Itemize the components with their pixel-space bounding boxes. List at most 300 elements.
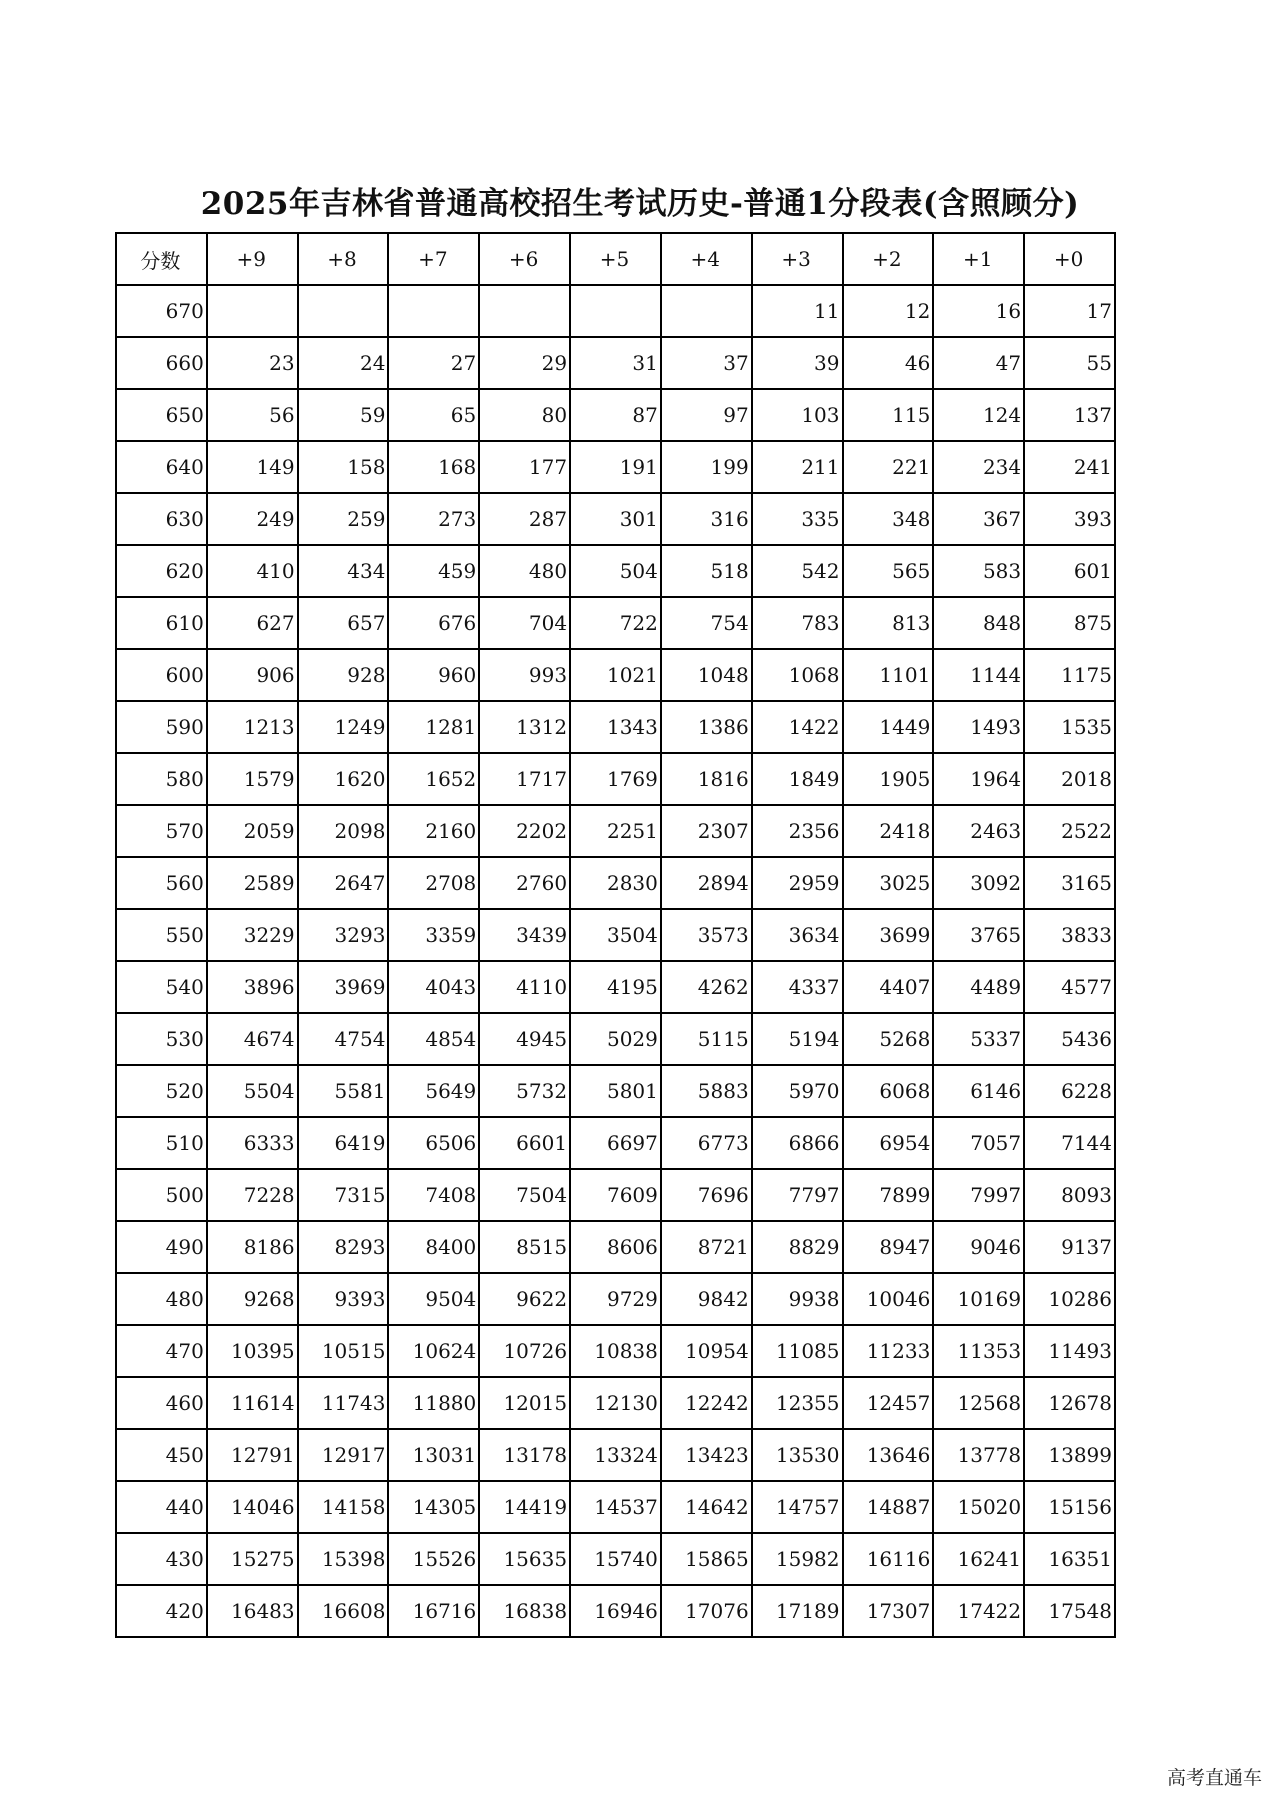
cumulative-count-cell: 2760 bbox=[479, 857, 570, 909]
table-row bbox=[116, 1429, 1115, 1481]
cumulative-count-cell: 3025 bbox=[843, 857, 934, 909]
cumulative-count-cell: 87 bbox=[570, 389, 661, 441]
cumulative-count-cell: 137 bbox=[1024, 389, 1115, 441]
table-row bbox=[116, 857, 1115, 909]
cumulative-count-cell: 11 bbox=[752, 285, 843, 337]
cumulative-count-cell: 124 bbox=[933, 389, 1024, 441]
cumulative-count-cell: 6419 bbox=[298, 1117, 389, 1169]
cumulative-count-cell: 12568 bbox=[933, 1377, 1024, 1429]
cumulative-count-cell: 813 bbox=[843, 597, 934, 649]
header-cell-offset: +6 bbox=[479, 233, 570, 285]
cumulative-count-cell bbox=[661, 285, 752, 337]
cumulative-count-cell: 9504 bbox=[388, 1273, 479, 1325]
cumulative-count-cell: 1343 bbox=[570, 701, 661, 753]
cumulative-count-cell: 1717 bbox=[479, 753, 570, 805]
cumulative-count-cell: 11353 bbox=[933, 1325, 1024, 1377]
cumulative-count-cell: 9268 bbox=[207, 1273, 298, 1325]
table-row bbox=[116, 1065, 1115, 1117]
cumulative-count-cell: 6866 bbox=[752, 1117, 843, 1169]
cumulative-count-cell: 14419 bbox=[479, 1481, 570, 1533]
score-cell: 470 bbox=[116, 1325, 207, 1377]
cumulative-count-cell: 754 bbox=[661, 597, 752, 649]
cumulative-count-cell: 59 bbox=[298, 389, 389, 441]
cumulative-count-cell: 12678 bbox=[1024, 1377, 1115, 1429]
cumulative-count-cell: 5649 bbox=[388, 1065, 479, 1117]
cumulative-count-cell: 1213 bbox=[207, 701, 298, 753]
cumulative-count-cell: 2059 bbox=[207, 805, 298, 857]
cumulative-count-cell: 6068 bbox=[843, 1065, 934, 1117]
table-row bbox=[116, 1273, 1115, 1325]
table-row bbox=[116, 285, 1115, 337]
cumulative-count-cell: 17076 bbox=[661, 1585, 752, 1637]
cumulative-count-cell: 7997 bbox=[933, 1169, 1024, 1221]
cumulative-count-cell: 287 bbox=[479, 493, 570, 545]
cumulative-count-cell: 9842 bbox=[661, 1273, 752, 1325]
cumulative-count-cell: 5115 bbox=[661, 1013, 752, 1065]
table-row bbox=[116, 493, 1115, 545]
cumulative-count-cell: 168 bbox=[388, 441, 479, 493]
cumulative-count-cell: 5029 bbox=[570, 1013, 661, 1065]
cumulative-count-cell: 27 bbox=[388, 337, 479, 389]
cumulative-count-cell: 47 bbox=[933, 337, 1024, 389]
score-cell: 580 bbox=[116, 753, 207, 805]
cumulative-count-cell: 12242 bbox=[661, 1377, 752, 1429]
cumulative-count-cell: 2589 bbox=[207, 857, 298, 909]
cumulative-count-cell: 8515 bbox=[479, 1221, 570, 1273]
cumulative-count-cell: 17548 bbox=[1024, 1585, 1115, 1637]
cumulative-count-cell: 1281 bbox=[388, 701, 479, 753]
table-row bbox=[116, 1117, 1115, 1169]
cumulative-count-cell: 1449 bbox=[843, 701, 934, 753]
cumulative-count-cell: 2251 bbox=[570, 805, 661, 857]
cumulative-count-cell: 5194 bbox=[752, 1013, 843, 1065]
cumulative-count-cell: 17189 bbox=[752, 1585, 843, 1637]
cumulative-count-cell: 46 bbox=[843, 337, 934, 389]
cumulative-count-cell: 177 bbox=[479, 441, 570, 493]
header-cell-offset: +7 bbox=[388, 233, 479, 285]
cumulative-count-cell: 39 bbox=[752, 337, 843, 389]
cumulative-count-cell: 13324 bbox=[570, 1429, 661, 1481]
score-cell: 620 bbox=[116, 545, 207, 597]
cumulative-count-cell: 1493 bbox=[933, 701, 1024, 753]
watermark-text: 高考直通车 bbox=[1166, 1767, 1262, 1789]
cumulative-count-cell: 1849 bbox=[752, 753, 843, 805]
cumulative-count-cell: 16241 bbox=[933, 1533, 1024, 1585]
table-row bbox=[116, 753, 1115, 805]
cumulative-count-cell: 9729 bbox=[570, 1273, 661, 1325]
cumulative-count-cell: 13778 bbox=[933, 1429, 1024, 1481]
cumulative-count-cell: 15020 bbox=[933, 1481, 1024, 1533]
cumulative-count-cell: 393 bbox=[1024, 493, 1115, 545]
cumulative-count-cell: 542 bbox=[752, 545, 843, 597]
cumulative-count-cell: 4043 bbox=[388, 961, 479, 1013]
cumulative-count-cell: 221 bbox=[843, 441, 934, 493]
table-row bbox=[116, 909, 1115, 961]
cumulative-count-cell: 37 bbox=[661, 337, 752, 389]
cumulative-count-cell: 12130 bbox=[570, 1377, 661, 1429]
cumulative-count-cell: 97 bbox=[661, 389, 752, 441]
cumulative-count-cell: 10286 bbox=[1024, 1273, 1115, 1325]
cumulative-count-cell: 5436 bbox=[1024, 1013, 1115, 1065]
table-row bbox=[116, 1169, 1115, 1221]
cumulative-count-cell: 17307 bbox=[843, 1585, 934, 1637]
cumulative-count-cell: 565 bbox=[843, 545, 934, 597]
cumulative-count-cell: 9622 bbox=[479, 1273, 570, 1325]
cumulative-count-cell: 103 bbox=[752, 389, 843, 441]
score-cell: 600 bbox=[116, 649, 207, 701]
cumulative-count-cell: 158 bbox=[298, 441, 389, 493]
table-row bbox=[116, 961, 1115, 1013]
cumulative-count-cell bbox=[388, 285, 479, 337]
cumulative-count-cell: 14537 bbox=[570, 1481, 661, 1533]
cumulative-count-cell: 16483 bbox=[207, 1585, 298, 1637]
cumulative-count-cell: 199 bbox=[661, 441, 752, 493]
cumulative-count-cell: 10515 bbox=[298, 1325, 389, 1377]
cumulative-count-cell: 657 bbox=[298, 597, 389, 649]
cumulative-count-cell: 6601 bbox=[479, 1117, 570, 1169]
cumulative-count-cell: 12355 bbox=[752, 1377, 843, 1429]
cumulative-count-cell: 13646 bbox=[843, 1429, 934, 1481]
cumulative-count-cell: 2894 bbox=[661, 857, 752, 909]
cumulative-count-cell: 1905 bbox=[843, 753, 934, 805]
score-cell: 460 bbox=[116, 1377, 207, 1429]
cumulative-count-cell: 1101 bbox=[843, 649, 934, 701]
cumulative-count-cell: 5268 bbox=[843, 1013, 934, 1065]
cumulative-count-cell: 14887 bbox=[843, 1481, 934, 1533]
table-row bbox=[116, 1377, 1115, 1429]
cumulative-count-cell: 9046 bbox=[933, 1221, 1024, 1273]
cumulative-count-cell: 191 bbox=[570, 441, 661, 493]
table-row bbox=[116, 441, 1115, 493]
cumulative-count-cell: 6697 bbox=[570, 1117, 661, 1169]
cumulative-count-cell: 4489 bbox=[933, 961, 1024, 1013]
score-cell: 640 bbox=[116, 441, 207, 493]
cumulative-count-cell: 1312 bbox=[479, 701, 570, 753]
cumulative-count-cell: 23 bbox=[207, 337, 298, 389]
header-cell-offset: +3 bbox=[752, 233, 843, 285]
cumulative-count-cell: 10838 bbox=[570, 1325, 661, 1377]
cumulative-count-cell: 2307 bbox=[661, 805, 752, 857]
score-cell: 420 bbox=[116, 1585, 207, 1637]
cumulative-count-cell: 2522 bbox=[1024, 805, 1115, 857]
cumulative-count-cell: 3634 bbox=[752, 909, 843, 961]
cumulative-count-cell: 848 bbox=[933, 597, 1024, 649]
cumulative-count-cell: 7504 bbox=[479, 1169, 570, 1221]
cumulative-count-cell: 348 bbox=[843, 493, 934, 545]
cumulative-count-cell: 10624 bbox=[388, 1325, 479, 1377]
score-cell: 450 bbox=[116, 1429, 207, 1481]
cumulative-count-cell: 56 bbox=[207, 389, 298, 441]
cumulative-count-cell: 3165 bbox=[1024, 857, 1115, 909]
cumulative-count-cell: 8400 bbox=[388, 1221, 479, 1273]
cumulative-count-cell: 13423 bbox=[661, 1429, 752, 1481]
cumulative-count-cell: 11743 bbox=[298, 1377, 389, 1429]
cumulative-count-cell: 8829 bbox=[752, 1221, 843, 1273]
cumulative-count-cell: 928 bbox=[298, 649, 389, 701]
cumulative-count-cell: 4577 bbox=[1024, 961, 1115, 1013]
cumulative-count-cell: 241 bbox=[1024, 441, 1115, 493]
cumulative-count-cell: 5337 bbox=[933, 1013, 1024, 1065]
cumulative-count-cell: 9137 bbox=[1024, 1221, 1115, 1273]
cumulative-count-cell: 7797 bbox=[752, 1169, 843, 1221]
page-title: 2025年吉林省普通高校招生考试历史-普通1分段表(含照顾分) bbox=[200, 186, 1080, 222]
cumulative-count-cell: 1144 bbox=[933, 649, 1024, 701]
cumulative-count-cell: 55 bbox=[1024, 337, 1115, 389]
cumulative-count-cell bbox=[298, 285, 389, 337]
cumulative-count-cell: 13899 bbox=[1024, 1429, 1115, 1481]
cumulative-count-cell: 31 bbox=[570, 337, 661, 389]
cumulative-count-cell: 3504 bbox=[570, 909, 661, 961]
cumulative-count-cell: 8721 bbox=[661, 1221, 752, 1273]
cumulative-count-cell: 17422 bbox=[933, 1585, 1024, 1637]
cumulative-count-cell: 8186 bbox=[207, 1221, 298, 1273]
cumulative-count-cell: 2959 bbox=[752, 857, 843, 909]
cumulative-count-cell: 11233 bbox=[843, 1325, 934, 1377]
cumulative-count-cell: 1535 bbox=[1024, 701, 1115, 753]
score-cell: 630 bbox=[116, 493, 207, 545]
cumulative-count-cell: 12457 bbox=[843, 1377, 934, 1429]
header-cell-score: 分数 bbox=[116, 233, 207, 285]
cumulative-count-cell: 7057 bbox=[933, 1117, 1024, 1169]
table-row bbox=[116, 597, 1115, 649]
cumulative-count-cell: 273 bbox=[388, 493, 479, 545]
cumulative-count-cell: 16351 bbox=[1024, 1533, 1115, 1585]
cumulative-count-cell: 583 bbox=[933, 545, 1024, 597]
cumulative-count-cell: 8606 bbox=[570, 1221, 661, 1273]
score-cell: 610 bbox=[116, 597, 207, 649]
cumulative-count-cell: 10169 bbox=[933, 1273, 1024, 1325]
cumulative-count-cell: 722 bbox=[570, 597, 661, 649]
cumulative-count-cell: 4407 bbox=[843, 961, 934, 1013]
cumulative-count-cell: 627 bbox=[207, 597, 298, 649]
cumulative-count-cell: 518 bbox=[661, 545, 752, 597]
cumulative-count-cell: 14642 bbox=[661, 1481, 752, 1533]
cumulative-count-cell: 3969 bbox=[298, 961, 389, 1013]
cumulative-count-cell: 9393 bbox=[298, 1273, 389, 1325]
cumulative-count-cell: 14158 bbox=[298, 1481, 389, 1533]
cumulative-count-cell: 10046 bbox=[843, 1273, 934, 1325]
cumulative-count-cell: 6333 bbox=[207, 1117, 298, 1169]
header-row bbox=[116, 233, 1115, 285]
cumulative-count-cell: 2098 bbox=[298, 805, 389, 857]
cumulative-count-cell: 16 bbox=[933, 285, 1024, 337]
cumulative-count-cell: 11493 bbox=[1024, 1325, 1115, 1377]
cumulative-count-cell: 12 bbox=[843, 285, 934, 337]
cumulative-count-cell: 434 bbox=[298, 545, 389, 597]
cumulative-count-cell: 459 bbox=[388, 545, 479, 597]
cumulative-count-cell: 410 bbox=[207, 545, 298, 597]
cumulative-count-cell: 6506 bbox=[388, 1117, 479, 1169]
cumulative-count-cell: 234 bbox=[933, 441, 1024, 493]
cumulative-count-cell: 5732 bbox=[479, 1065, 570, 1117]
cumulative-count-cell: 2830 bbox=[570, 857, 661, 909]
table-row bbox=[116, 805, 1115, 857]
cumulative-count-cell: 15275 bbox=[207, 1533, 298, 1585]
cumulative-count-cell: 2708 bbox=[388, 857, 479, 909]
cumulative-count-cell: 4337 bbox=[752, 961, 843, 1013]
cumulative-count-cell: 601 bbox=[1024, 545, 1115, 597]
score-cell: 560 bbox=[116, 857, 207, 909]
cumulative-count-cell: 15526 bbox=[388, 1533, 479, 1585]
cumulative-count-cell bbox=[570, 285, 661, 337]
table-row bbox=[116, 649, 1115, 701]
cumulative-count-cell: 16116 bbox=[843, 1533, 934, 1585]
score-cell: 500 bbox=[116, 1169, 207, 1221]
table-row bbox=[116, 545, 1115, 597]
score-cell: 540 bbox=[116, 961, 207, 1013]
cumulative-count-cell: 1652 bbox=[388, 753, 479, 805]
cumulative-count-cell: 367 bbox=[933, 493, 1024, 545]
cumulative-count-cell: 29 bbox=[479, 337, 570, 389]
cumulative-count-cell: 1048 bbox=[661, 649, 752, 701]
cumulative-count-cell: 2418 bbox=[843, 805, 934, 857]
cumulative-count-cell: 1386 bbox=[661, 701, 752, 753]
cumulative-count-cell: 2202 bbox=[479, 805, 570, 857]
cumulative-count-cell: 4674 bbox=[207, 1013, 298, 1065]
cumulative-count-cell: 676 bbox=[388, 597, 479, 649]
cumulative-count-cell: 1175 bbox=[1024, 649, 1115, 701]
cumulative-count-cell: 65 bbox=[388, 389, 479, 441]
cumulative-count-cell: 2647 bbox=[298, 857, 389, 909]
cumulative-count-cell: 8093 bbox=[1024, 1169, 1115, 1221]
table-row bbox=[116, 1221, 1115, 1273]
cumulative-count-cell: 149 bbox=[207, 441, 298, 493]
cumulative-count-cell: 783 bbox=[752, 597, 843, 649]
cumulative-count-cell: 3092 bbox=[933, 857, 1024, 909]
table-row bbox=[116, 701, 1115, 753]
cumulative-count-cell: 906 bbox=[207, 649, 298, 701]
cumulative-count-cell: 10395 bbox=[207, 1325, 298, 1377]
cumulative-count-cell: 3359 bbox=[388, 909, 479, 961]
cumulative-count-cell: 875 bbox=[1024, 597, 1115, 649]
header-cell-offset: +2 bbox=[843, 233, 934, 285]
cumulative-count-cell: 3833 bbox=[1024, 909, 1115, 961]
cumulative-count-cell: 10954 bbox=[661, 1325, 752, 1377]
table-row bbox=[116, 1013, 1115, 1065]
cumulative-count-cell: 993 bbox=[479, 649, 570, 701]
cumulative-count-cell: 4195 bbox=[570, 961, 661, 1013]
cumulative-count-cell: 14757 bbox=[752, 1481, 843, 1533]
cumulative-count-cell: 7228 bbox=[207, 1169, 298, 1221]
table-body bbox=[116, 285, 1115, 1637]
cumulative-count-cell: 115 bbox=[843, 389, 934, 441]
score-cell: 480 bbox=[116, 1273, 207, 1325]
cumulative-count-cell: 15865 bbox=[661, 1533, 752, 1585]
cumulative-count-cell: 1579 bbox=[207, 753, 298, 805]
cumulative-count-cell: 480 bbox=[479, 545, 570, 597]
header-cell-offset: +1 bbox=[933, 233, 1024, 285]
cumulative-count-cell: 12015 bbox=[479, 1377, 570, 1429]
cumulative-count-cell: 335 bbox=[752, 493, 843, 545]
cumulative-count-cell: 15635 bbox=[479, 1533, 570, 1585]
cumulative-count-cell: 4262 bbox=[661, 961, 752, 1013]
cumulative-count-cell: 7408 bbox=[388, 1169, 479, 1221]
table-row bbox=[116, 1325, 1115, 1377]
cumulative-count-cell: 5581 bbox=[298, 1065, 389, 1117]
cumulative-count-cell: 16946 bbox=[570, 1585, 661, 1637]
cumulative-count-cell: 9938 bbox=[752, 1273, 843, 1325]
cumulative-count-cell: 7696 bbox=[661, 1169, 752, 1221]
cumulative-count-cell: 7315 bbox=[298, 1169, 389, 1221]
cumulative-count-cell: 16608 bbox=[298, 1585, 389, 1637]
cumulative-count-cell: 15740 bbox=[570, 1533, 661, 1585]
table-row bbox=[116, 337, 1115, 389]
cumulative-count-cell: 1068 bbox=[752, 649, 843, 701]
cumulative-count-cell: 4945 bbox=[479, 1013, 570, 1065]
score-cell: 650 bbox=[116, 389, 207, 441]
cumulative-count-cell: 6954 bbox=[843, 1117, 934, 1169]
score-cell: 530 bbox=[116, 1013, 207, 1065]
cumulative-count-cell: 2356 bbox=[752, 805, 843, 857]
cumulative-count-cell: 17 bbox=[1024, 285, 1115, 337]
cumulative-count-cell: 5883 bbox=[661, 1065, 752, 1117]
cumulative-count-cell: 8947 bbox=[843, 1221, 934, 1273]
cumulative-count-cell: 7899 bbox=[843, 1169, 934, 1221]
cumulative-count-cell: 2018 bbox=[1024, 753, 1115, 805]
cumulative-count-cell: 1964 bbox=[933, 753, 1024, 805]
cumulative-count-cell: 5504 bbox=[207, 1065, 298, 1117]
cumulative-count-cell: 11614 bbox=[207, 1377, 298, 1429]
cumulative-count-cell: 13178 bbox=[479, 1429, 570, 1481]
cumulative-count-cell: 12917 bbox=[298, 1429, 389, 1481]
cumulative-count-cell: 11880 bbox=[388, 1377, 479, 1429]
cumulative-count-cell: 7144 bbox=[1024, 1117, 1115, 1169]
cumulative-count-cell: 24 bbox=[298, 337, 389, 389]
cumulative-count-cell: 6773 bbox=[661, 1117, 752, 1169]
cumulative-count-cell: 704 bbox=[479, 597, 570, 649]
score-cell: 570 bbox=[116, 805, 207, 857]
cumulative-count-cell: 2160 bbox=[388, 805, 479, 857]
table-row bbox=[116, 1481, 1115, 1533]
cumulative-count-cell: 1620 bbox=[298, 753, 389, 805]
cumulative-count-cell: 316 bbox=[661, 493, 752, 545]
cumulative-count-cell: 3293 bbox=[298, 909, 389, 961]
cumulative-count-cell: 13530 bbox=[752, 1429, 843, 1481]
cumulative-count-cell: 15398 bbox=[298, 1533, 389, 1585]
cumulative-count-cell: 4754 bbox=[298, 1013, 389, 1065]
cumulative-count-cell: 2463 bbox=[933, 805, 1024, 857]
cumulative-count-cell: 3439 bbox=[479, 909, 570, 961]
score-cell: 590 bbox=[116, 701, 207, 753]
cumulative-count-cell: 80 bbox=[479, 389, 570, 441]
cumulative-count-cell: 4110 bbox=[479, 961, 570, 1013]
score-cell: 510 bbox=[116, 1117, 207, 1169]
cumulative-count-cell: 1249 bbox=[298, 701, 389, 753]
cumulative-count-cell: 8293 bbox=[298, 1221, 389, 1273]
cumulative-count-cell: 14046 bbox=[207, 1481, 298, 1533]
score-cell: 430 bbox=[116, 1533, 207, 1585]
cumulative-count-cell: 3229 bbox=[207, 909, 298, 961]
cumulative-count-cell: 504 bbox=[570, 545, 661, 597]
score-cell: 660 bbox=[116, 337, 207, 389]
score-cell: 670 bbox=[116, 285, 207, 337]
cumulative-count-cell: 1021 bbox=[570, 649, 661, 701]
header-cell-offset: +0 bbox=[1024, 233, 1115, 285]
score-cell: 490 bbox=[116, 1221, 207, 1273]
cumulative-count-cell: 1816 bbox=[661, 753, 752, 805]
cumulative-count-cell: 7609 bbox=[570, 1169, 661, 1221]
cumulative-count-cell: 3699 bbox=[843, 909, 934, 961]
cumulative-count-cell: 15982 bbox=[752, 1533, 843, 1585]
header-cell-offset: +9 bbox=[207, 233, 298, 285]
cumulative-count-cell: 249 bbox=[207, 493, 298, 545]
cumulative-count-cell: 960 bbox=[388, 649, 479, 701]
score-cell: 440 bbox=[116, 1481, 207, 1533]
cumulative-count-cell: 13031 bbox=[388, 1429, 479, 1481]
cumulative-count-cell: 16838 bbox=[479, 1585, 570, 1637]
score-cell: 550 bbox=[116, 909, 207, 961]
cumulative-count-cell: 4854 bbox=[388, 1013, 479, 1065]
